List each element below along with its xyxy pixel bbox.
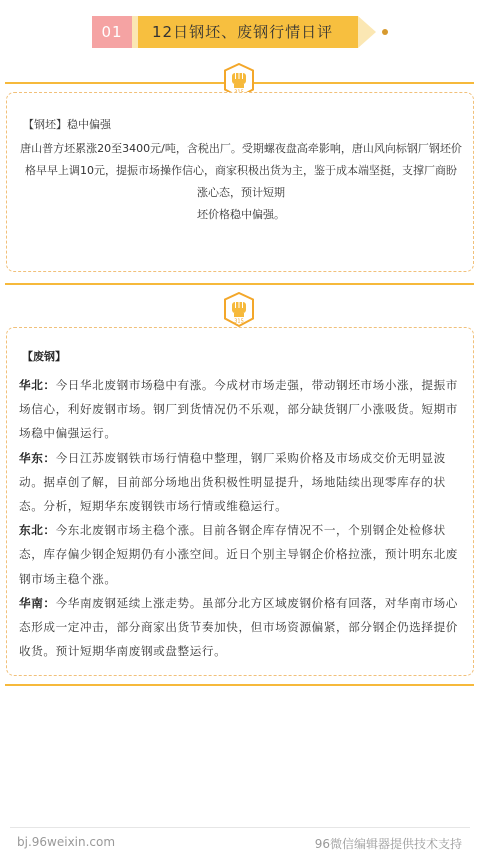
section-number: 01 [92, 16, 132, 48]
region-northeast [19, 518, 463, 591]
divider-line [5, 283, 474, 285]
region-east-china [19, 446, 463, 519]
billet-card [6, 92, 474, 272]
section-title: 12日钢坯、废钢行情日评 [152, 23, 334, 41]
region-south-china [19, 591, 463, 664]
divider-line [5, 684, 474, 686]
footer-divider [10, 827, 470, 828]
billet-line: 格早早上调10元，提振市场操作信心，商家积极出货为主，鉴于成本端坚挺，支撑厂商盼 [25, 164, 457, 177]
footer-site-link[interactable]: bj.96weixin.com [17, 835, 116, 849]
svg-text:315: 315 [234, 318, 244, 325]
billet-heading: 【钢坯】稳中偏强 [23, 118, 111, 131]
region-label: 华北： [19, 378, 56, 392]
billet-body [15, 138, 467, 226]
title-dot-decoration [382, 29, 388, 35]
region-text: 今日江苏废钢铁市场行情稳中整理，钢厂采购价格及市场成交价无明显波动。据卓创了解，目前部分场地出货积极性明显提升，场地陆续出现零库存的状态。分析，短期华东废钢铁市场行情或维稳运行。 [19, 450, 446, 514]
fist-badge-icon [221, 292, 257, 328]
footer-credit: 96微信编辑器提供技术支持 [314, 837, 462, 851]
region-text: 今东北废钢市场主稳个涨。目前各钢企库存情况不一，个别钢企处检修状态，库存偏少钢企短期仍有小涨空间。近日个别主导钢企价格拉涨，预计明东北废钢市场主稳个涨。 [19, 523, 458, 586]
region-label: 华东： [19, 450, 56, 465]
section-title-box [132, 16, 358, 48]
region-text: 今日华北废钢市场稳中有涨。今成材市场走强，带动钢坯市场小涨，提振市场信心，利好废钢市场。钢厂到货情况仍不乐观，部分缺货钢厂小涨吸货。短期市场稳中偏强运行。 [19, 378, 458, 441]
region-label: 华南： [19, 595, 56, 610]
scrap-heading: 【废钢】 [22, 350, 66, 363]
section-header [92, 16, 392, 48]
billet-line: 坯价格稳中偏强。 [197, 208, 285, 221]
title-arrow-decoration [358, 16, 376, 48]
region-north-china [19, 373, 463, 446]
scrap-body [19, 373, 463, 663]
billet-line: 涨心态，预计短期 [197, 186, 285, 199]
region-label: 东北： [19, 523, 56, 538]
region-text: 今华南废钢延续上涨走势。虽部分北方区域废钢价格有回落，对华南市场心态形成一定冲击，部分商家出货节奏加快，但市场资源偏紧，部分钢企仍选择提价收货。预计短期华南废钢或盘整运行。 [19, 595, 458, 659]
scrap-card [6, 327, 474, 676]
billet-line: 唐山普方坯累涨20至3400元/吨，含税出厂。受期螺夜盘高牵影响，唐山风向标钢厂钢坯价 [20, 142, 462, 155]
